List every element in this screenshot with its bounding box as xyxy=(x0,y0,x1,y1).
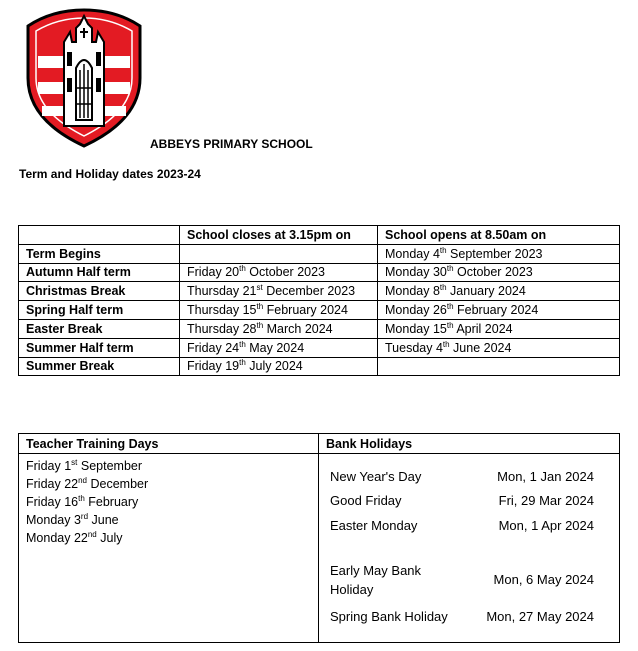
bank-holiday-date: Mon, 1 Apr 2024 xyxy=(498,518,594,533)
term-label: Christmas Break xyxy=(19,282,180,301)
training-day: Monday 22nd July xyxy=(26,529,123,545)
closes-date: Friday 20th October 2023 xyxy=(180,263,378,282)
header-opens: School opens at 8.50am on xyxy=(378,226,620,245)
opens-date: Monday 15th April 2024 xyxy=(378,319,620,338)
bank-holiday-name: Early May Bank Holiday xyxy=(330,563,422,597)
bank-holiday-date: Fri, 29 Mar 2024 xyxy=(498,493,594,508)
bank-holiday-name: Easter Monday xyxy=(330,518,418,533)
closes-date xyxy=(180,244,378,263)
training-bank-holidays-table xyxy=(18,433,620,643)
table-row xyxy=(19,338,620,357)
bank-holiday-name: Spring Bank Holiday xyxy=(330,609,448,624)
table-row xyxy=(19,282,620,301)
training-day: Friday 16th February xyxy=(26,493,139,509)
table-row xyxy=(19,319,620,338)
opens-date: Monday 8th January 2024 xyxy=(378,282,620,301)
table-row xyxy=(19,263,620,282)
table-row xyxy=(19,357,620,376)
closes-date: Thursday 28th March 2024 xyxy=(180,319,378,338)
training-day: Friday 22nd December xyxy=(26,475,149,491)
bank-holidays-header: Bank Holidays xyxy=(319,434,620,454)
term-dates-table xyxy=(18,225,620,376)
term-label: Easter Break xyxy=(19,319,180,338)
table-header-row xyxy=(19,226,620,245)
closes-date: Thursday 21st December 2023 xyxy=(180,282,378,301)
closes-date: Thursday 15th February 2024 xyxy=(180,301,378,320)
bank-holidays-cell xyxy=(319,454,620,643)
school-name: ABBEYS PRIMARY SCHOOL xyxy=(150,137,313,151)
bank-holidays-list xyxy=(319,457,619,642)
header-blank-cell xyxy=(19,226,180,245)
opens-date: Monday 4th September 2023 xyxy=(378,244,620,263)
term-label: Summer Break xyxy=(19,357,180,376)
opens-date xyxy=(378,357,620,376)
opens-date: Tuesday 4th June 2024 xyxy=(378,338,620,357)
closes-date: Friday 24th May 2024 xyxy=(180,338,378,357)
bank-holiday-name: Good Friday xyxy=(330,493,402,508)
training-days-header: Teacher Training Days xyxy=(19,434,319,454)
opens-date: Monday 26th February 2024 xyxy=(378,301,620,320)
bank-holiday-date: Mon, 6 May 2024 xyxy=(493,572,594,587)
header-closes: School closes at 3.15pm on xyxy=(180,226,378,245)
table-row xyxy=(19,301,620,320)
table-row xyxy=(19,244,620,263)
training-days-cell xyxy=(19,454,319,643)
bank-holiday-name: New Year's Day xyxy=(330,469,422,484)
bank-holiday-date: Mon, 1 Jan 2024 xyxy=(497,469,594,484)
opens-date: Monday 30th October 2023 xyxy=(378,263,620,282)
term-label: Spring Half term xyxy=(19,301,180,320)
training-day: Friday 1st September xyxy=(26,457,143,473)
closes-date: Friday 19th July 2024 xyxy=(180,357,378,376)
bank-holiday-date: Mon, 27 May 2024 xyxy=(486,609,594,624)
training-day: Monday 3rd June xyxy=(26,511,119,527)
term-label: Autumn Half term xyxy=(19,263,180,282)
page-subtitle: Term and Holiday dates 2023-24 xyxy=(19,167,201,181)
term-label: Summer Half term xyxy=(19,338,180,357)
school-crest-icon xyxy=(20,8,148,150)
term-label: Term Begins xyxy=(19,244,180,263)
